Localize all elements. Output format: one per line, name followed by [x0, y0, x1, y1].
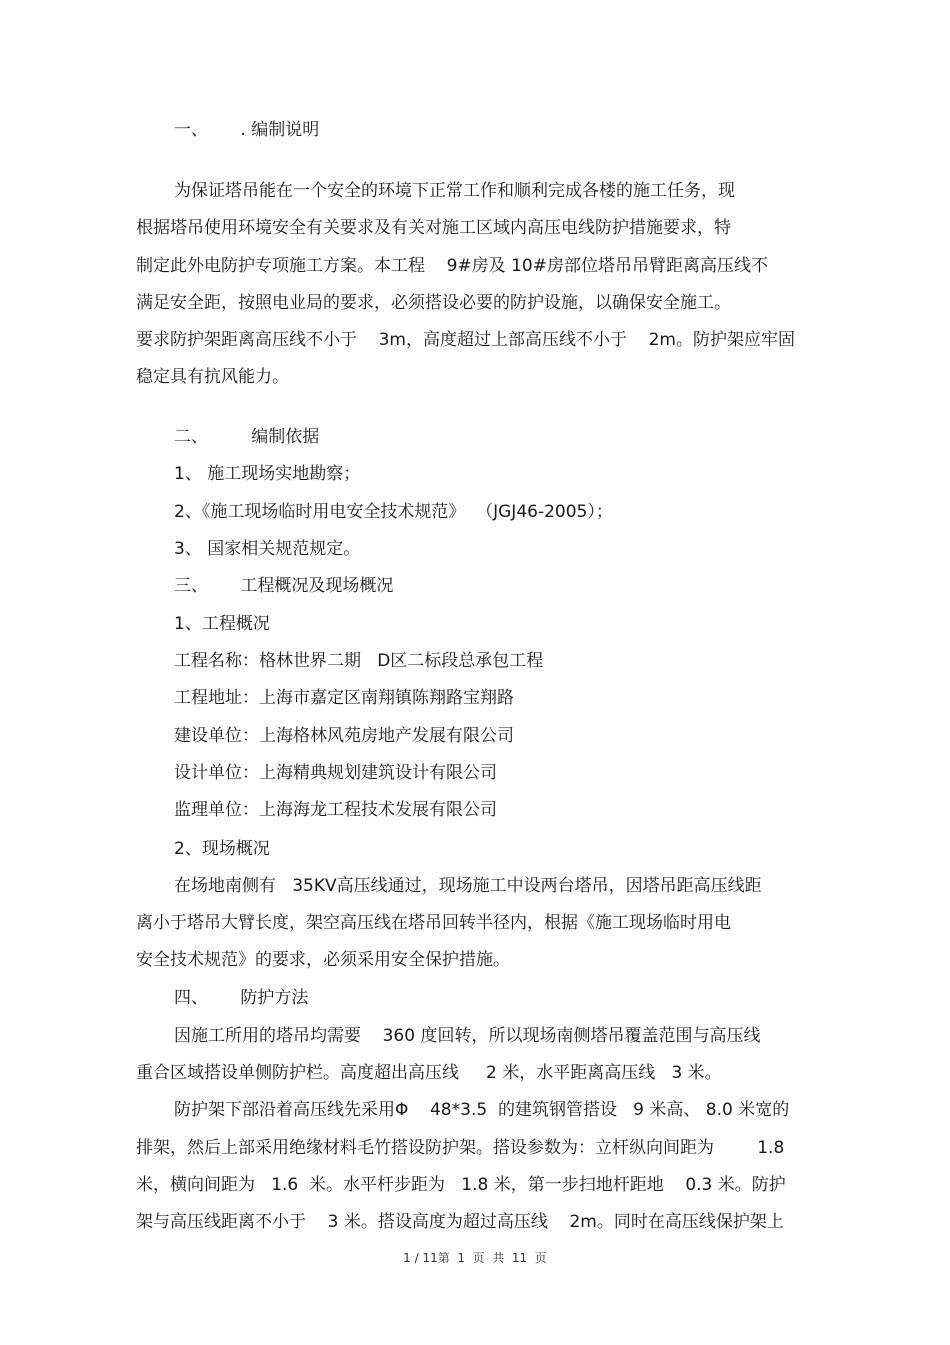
section-3-heading: 三、 工程概况及现场概况: [174, 576, 394, 596]
paragraph-line: 稳定具有抗风能力。: [136, 367, 289, 387]
basis-item: 3、 国家相关规范规定。: [174, 539, 361, 559]
paragraph-line: 因施工所用的塔吊均需要 360 度回转，所以现场南侧塔吊覆盖范围与高压线: [174, 1026, 761, 1046]
paragraph-line: 满足安全距，按照电业局的要求，必须搭设必要的防护设施，以确保安全施工。: [136, 293, 731, 313]
project-info-line: 监理单位：上海海龙工程技术发展有限公司: [174, 800, 497, 820]
project-info-line: 工程名称：格林世界二期 D区二标段总承包工程: [174, 651, 544, 671]
paragraph-line: 制定此外电防护专项施工方案。本工程 9#房及 10#房部位塔吊吊臂距离高压线不: [136, 256, 768, 276]
project-info-line: 工程地址：上海市嘉定区南翔镇陈翔路宝翔路: [174, 688, 514, 708]
project-info-line: 建设单位：上海格林风苑房地产发展有限公司: [174, 726, 514, 746]
page-footer: 1 / 11第 1 页 共 11 页: [403, 1251, 547, 1265]
section-4-heading: 四、 防护方法: [174, 988, 309, 1008]
paragraph-line: 为保证塔吊能在一个安全的环境下正常工作和顺利完成各楼的施工任务，现: [174, 181, 735, 201]
paragraph-line: 在场地南侧有 35KV高压线通过，现场施工中设两台塔吊，因塔吊距高压线距: [174, 876, 762, 896]
paragraph-line: 要求防护架距离高压线不小于 3m，高度超过上部高压线不小于 2m。防护架应牢固: [136, 330, 795, 350]
basis-item: 1、 施工现场实地勘察；: [174, 464, 361, 484]
project-info-line: 设计单位：上海精典规划建筑设计有限公司: [174, 763, 497, 783]
paragraph-line: 重合区域搭设单侧防护栏。高度超出高压线 2 米，水平距离高压线 3 米。: [136, 1063, 722, 1083]
subsection-heading: 1、工程概况: [174, 614, 270, 634]
paragraph-line: 离小于塔吊大臂长度，架空高压线在塔吊回转半径内，根据《施工现场临时用电: [136, 913, 731, 933]
section-2-heading: 二、 编制依据: [174, 427, 320, 447]
basis-item: 2、《施工现场临时用电安全技术规范》 （JGJ46-2005）；: [174, 502, 613, 522]
paragraph-line: 排架，然后上部采用绝缘材料毛竹搭设防护架。搭设参数为：立杆纵向间距为 1.8: [136, 1138, 785, 1158]
section-1-heading: 一、 . 编制说明: [174, 120, 320, 140]
subsection-heading: 2、现场概况: [174, 839, 270, 859]
paragraph-line: 架与高压线距离不小于 3 米。搭设高度为超过高压线 2m。同时在高压线保护架上: [136, 1212, 784, 1232]
paragraph-line: 米，横向间距为 1.6 米。水平杆步距为 1.8 米，第一步扫地杆距地 0.3 米。防护: [136, 1175, 786, 1195]
paragraph-line: 根据塔吊使用环境安全有关要求及有关对施工区域内高压电线防护措施要求，特: [136, 218, 731, 238]
paragraph-line: 安全技术规范》的要求，必须采用安全保护措施。: [136, 950, 510, 970]
paragraph-line: 防护架下部沿着高压线先采用Φ 48*3.5 的建筑钢管搭设 9 米高、 8.0 米宽的: [174, 1100, 790, 1120]
